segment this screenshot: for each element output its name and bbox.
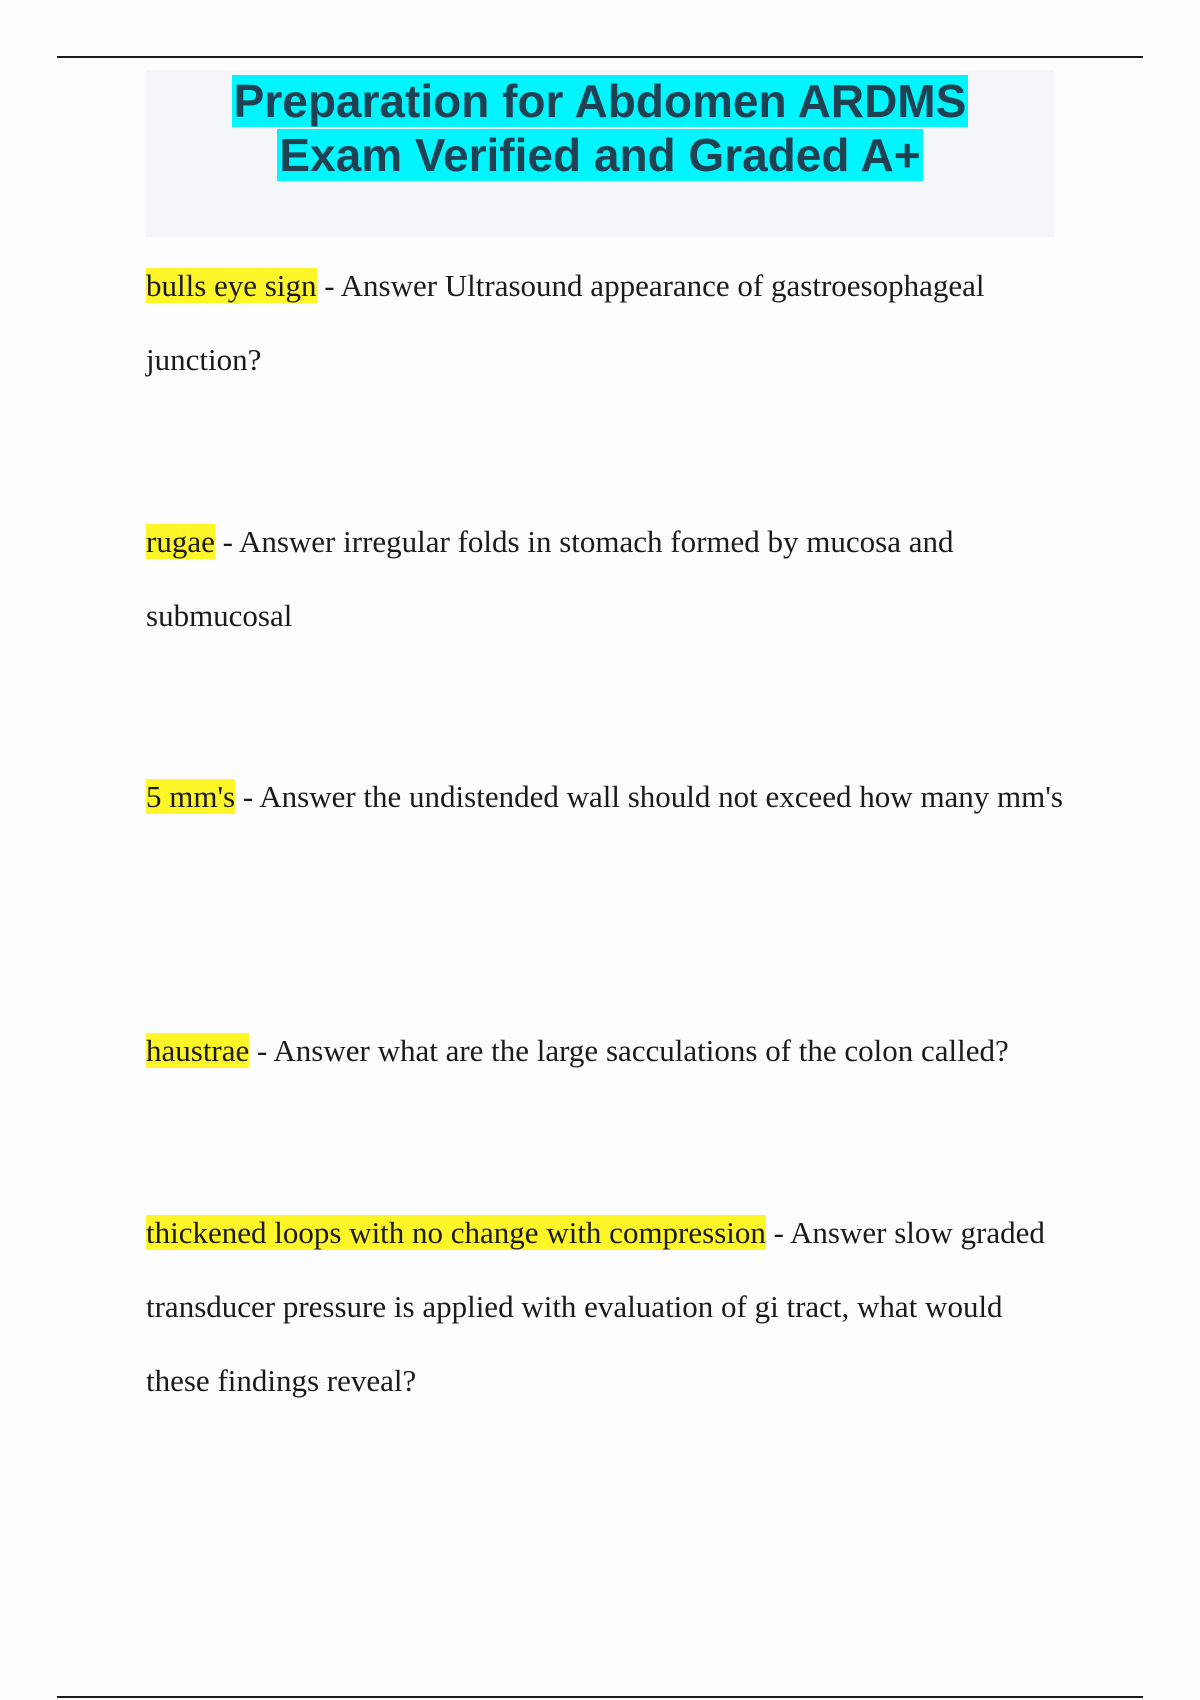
answer-separator: - Answer [765, 1215, 895, 1250]
answer-separator: - Answer [214, 524, 344, 559]
qa-entry-4 [146, 1014, 1066, 1088]
top-rule [57, 56, 1143, 58]
qa-entry-1 [146, 249, 1066, 397]
title-line-1: Preparation for Abdomen ARDMS [233, 75, 967, 127]
document-title [146, 70, 1054, 182]
title-box [146, 70, 1054, 237]
term-highlight: bulls eye sign [146, 268, 317, 303]
answer-separator: - Answer [316, 268, 445, 303]
term-highlight: 5 mm's [146, 779, 236, 814]
answer-text: slow graded transducer pressure is applied with evaluation of gi tract, what would these findings reveal? [146, 1215, 1045, 1398]
bottom-rule [57, 1696, 1143, 1698]
answer-text: the undistended wall should not exceed how many mm's [363, 779, 1063, 814]
answer-text: irregular folds in stomach formed by mucosa and submucosal [146, 524, 954, 633]
term-highlight: haustrae [146, 1033, 250, 1068]
answer-text: Ultrasound appearance of gastroesophageal junction? [146, 268, 985, 377]
qa-entry-5 [146, 1196, 1066, 1418]
answer-text: what are the large sacculations of the colon called? [377, 1033, 1009, 1068]
qa-entry-2 [146, 505, 1066, 653]
term-highlight: rugae [146, 524, 215, 559]
qa-entry-3 [146, 760, 1066, 834]
answer-separator: - Answer [249, 1033, 378, 1068]
title-line-2: Exam Verified and Graded A+ [279, 129, 921, 181]
answer-separator: - Answer [235, 779, 364, 814]
term-highlight: thickened loops with no change with compression [146, 1215, 766, 1250]
